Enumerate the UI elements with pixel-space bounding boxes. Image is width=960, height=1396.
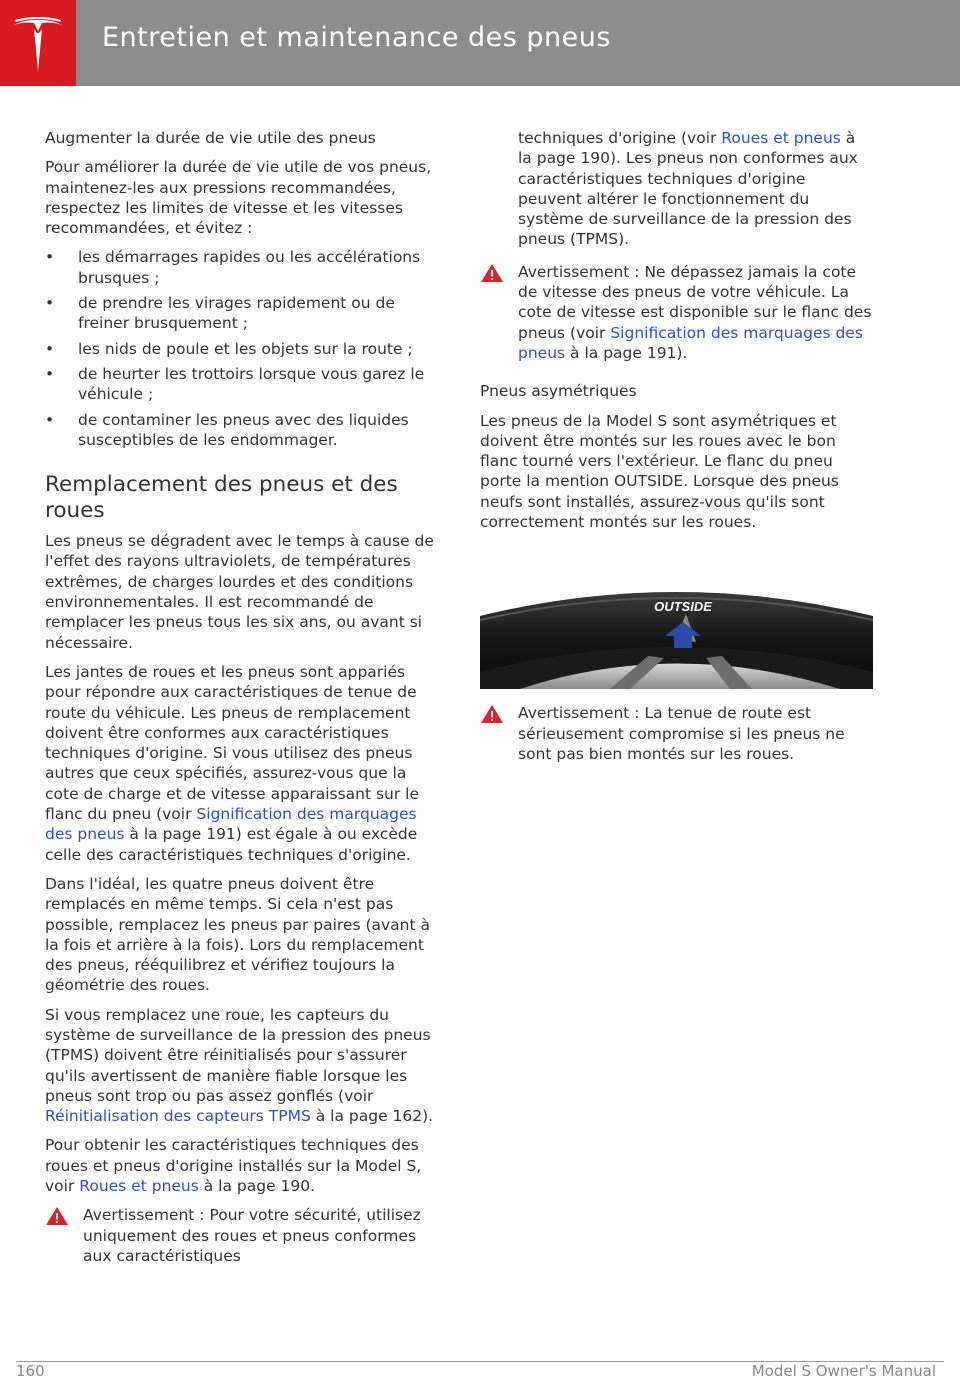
warning-icon	[480, 263, 504, 283]
warning-handling: Avertissement : La tenue de route est sérieusement compromise si les pneus ne sont pas bien montés sur les roues.	[480, 703, 874, 764]
paragraph-specifications: Pour obtenir les caractéristiques techniques des roues et pneus d'origine installés sur la Model S, voir Roues et pneus à la page 190.	[45, 1136, 422, 1196]
section-heading-replacement: Remplacement des pneus et des roues	[45, 472, 398, 524]
bullet: •	[45, 364, 55, 383]
list-item: • de heurter les trottoirs lorsque vous garez le véhicule ;	[45, 364, 425, 404]
tire-life-intro: Pour améliorer la durée de vie utile de vos pneus, maintenez-les aux pressions recommandées, respectez les limites de vitesse et les vitesses recommandées, et évitez :	[45, 158, 432, 238]
link-tire-markings[interactable]: Signification des marquages des pneus	[45, 805, 417, 844]
list-item: • de prendre les virages rapidement ou de freiner brusquement ;	[45, 294, 395, 333]
paragraph-matching: Les jantes de roues et les pneus sont appariés pour répondre aux caractéristiques de tenue de route du véhicule. Les pneus de remplacement doivent être conformes aux caractéristiques techniques d'origine. Si vous utilisez des pneus autres que ceux spécifiés, assurez-vous que la cote de charge et de vitesse apparaissant sur le flanc du pneu (voir Signification des marquages des pneus à la page 191) est égale à ou excède celle des caractéristiques techniques d'origine.	[45, 662, 420, 864]
warning-original-specs: Avertissement : Pour votre sécurité, utilisez uniquement des roues et pneus conformes aux caractéristiques	[45, 1205, 437, 1266]
page-header	[0, 0, 960, 86]
paragraph-degradation: Les pneus se dégradent avec le temps à cause de l'effet des rayons ultraviolets, de températures extrêmes, de charges lourdes et des conditions environnementales. Il est recommandé de remplacer les pneus tous les six ans, ou avant si nécessaire.	[45, 532, 434, 652]
warning-original-specs-continued: techniques d'origine (voir Roues et pneus à la page 190). Les pneus non conformes aux caractéristiques techniques d'origine peuvent altérer le fonctionnement du système de surveillance de la pression des pneus (TPMS).	[518, 129, 858, 249]
logo-box	[0, 0, 76, 86]
page-number: 160	[16, 1362, 45, 1380]
avoid-list	[45, 247, 437, 450]
page-title: Entretien et maintenance des pneus	[102, 22, 611, 53]
warning-icon	[480, 704, 504, 724]
warning-icon	[45, 1206, 69, 1226]
left-column	[45, 128, 437, 1278]
warning-speed-rating: Avertissement : Ne dépassez jamais la cote de vitesse des pneus de votre véhicule. La cote de vitesse est disponible sur le flanc des pneus (voir Signification des marquages des pneus à la page 191).	[480, 262, 874, 363]
paragraph-tpms: Si vous remplacez une roue, les capteurs du système de surveillance de la pression des pneus (TPMS) doivent être réinitialisés pour s'assurer qu'ils avertissent de manière fiable lorsque les pneus sont trop ou pas assez gonflés (voir Réinitialisation des capteurs TPMS à la page 162).	[45, 1005, 434, 1126]
link-wheels-tires[interactable]: Roues et pneus	[721, 129, 841, 147]
list-item: • les démarrages rapides ou les accélérations brusques ;	[45, 248, 421, 287]
section-title-asymmetric: Pneus asymétriques	[480, 382, 637, 401]
link-wheels-tires[interactable]: Roues et pneus	[79, 1177, 199, 1196]
bullet: •	[45, 339, 55, 358]
list-item: • les nids de poule et les objets sur la route ;	[45, 339, 413, 358]
manual-title: Model S Owner's Manual	[751, 1362, 936, 1380]
bullet: •	[45, 410, 55, 429]
tesla-logo-icon	[12, 17, 64, 71]
section-title-tire-life: Augmenter la durée de vie utile des pneus	[45, 129, 376, 147]
outside-label: OUTSIDE	[654, 599, 712, 615]
right-column	[480, 128, 874, 776]
paragraph-asymmetric: Les pneus de la Model S sont asymétriques et doivent être montés sur les roues avec le bon flanc tourné vers l'extérieur. Le flanc du pneu porte la mention OUTSIDE. Lorsque des pneus neufs sont installés, assurez-vous qu'ils sont correctement montés sur les roues.	[480, 411, 839, 532]
bullet: •	[45, 294, 55, 313]
bullet: •	[45, 248, 55, 267]
link-tpms-reset[interactable]: Réinitialisation des capteurs TPMS	[45, 1107, 311, 1126]
list-item: • de contaminer les pneus avec des liquides susceptibles de les endommager.	[45, 410, 409, 449]
link-tire-markings[interactable]: Signification des marquages des pneus	[518, 323, 863, 362]
paragraph-four-tires: Dans l'idéal, les quatre pneus doivent être remplacés en même temps. Si cela n'est pas possible, remplacez les pneus par paires (avant à la fois et arrière à la fois). Lors du remplacement des pneus, rééquilibrez et vérifiez toujours la géométrie des roues.	[45, 874, 431, 995]
tire-outside-image	[480, 580, 873, 689]
